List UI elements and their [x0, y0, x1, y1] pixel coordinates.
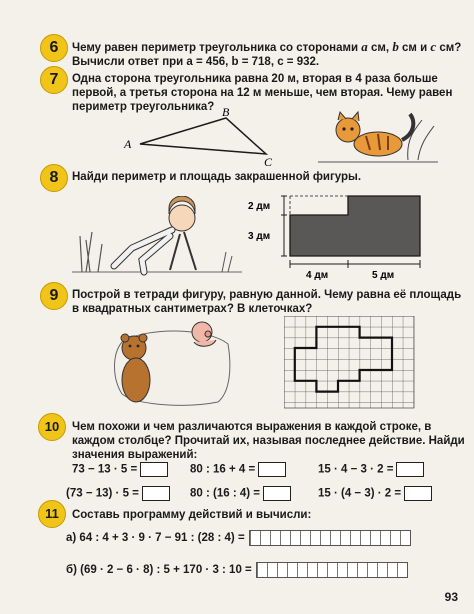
task-6-number: 6	[40, 34, 68, 62]
task-10-text	[72, 420, 465, 462]
expression-1-1: 73 − 13 · 5 =	[72, 462, 168, 477]
vertex-b: B	[222, 108, 230, 119]
exercise-a: а) 64 : 4 + 3 · 9 · 7 − 91 : (28 : 4) =	[66, 530, 411, 546]
answer-box[interactable]	[142, 486, 170, 501]
task-6-line-2: Вычисли ответ при a = 456, b = 718, c = 932.	[72, 56, 320, 68]
task-6-text	[72, 40, 461, 69]
expression-2-2: 80 : (16 : 4) =	[190, 486, 291, 501]
task-11-number: 11	[38, 500, 66, 528]
task-10-line-2: каждом столбце? Прочитай их, называя последнее действие. Найди	[72, 435, 465, 447]
dim-w1: 4 дм	[306, 270, 329, 280]
task-10-number: 10	[38, 413, 66, 441]
triangle-figure	[118, 108, 288, 168]
grid-figure	[284, 316, 444, 412]
task-7-number: 7	[40, 66, 68, 94]
task-7-line-1: Одна сторона треугольника равна 20 м, вторая в 4 раза больше	[72, 73, 438, 85]
page-number: 93	[444, 590, 458, 604]
task-11-text	[72, 508, 311, 522]
task-7-line-3: периметр треугольника?	[72, 101, 215, 113]
expression-2-3: 15 · (4 − 3) · 2 =	[318, 486, 432, 501]
child-illustration	[72, 196, 242, 276]
answer-box[interactable]	[140, 462, 168, 477]
cat-illustration	[318, 100, 438, 168]
expression-1-3: 15 · 4 − 3 · 2 =	[318, 462, 424, 477]
answer-box[interactable]	[404, 486, 432, 501]
task-8-number: 8	[40, 164, 68, 192]
bear-pig-illustration	[98, 318, 268, 410]
task-8-text	[72, 170, 361, 184]
task-10-line-3: значения выражений:	[72, 449, 198, 461]
vertex-a: A	[124, 137, 132, 151]
vertex-c: C	[264, 155, 273, 168]
task-9-number: 9	[40, 282, 68, 310]
task-6-line-1: Чему равен периметр треугольника со сторонами a см, b см и c см?	[72, 39, 462, 54]
answer-cells[interactable]	[249, 530, 411, 546]
answer-box[interactable]	[396, 462, 424, 477]
task-10-line-1: Чем похожи и чем различаются выражения в каждой строке, в	[72, 421, 432, 433]
task-9-line-1: Построй в тетради фигуру, равную данной. Чему равна её площадь	[72, 289, 462, 301]
answer-cells[interactable]	[256, 562, 408, 578]
dim-h1: 2 дм	[248, 201, 271, 212]
answer-box[interactable]	[263, 486, 291, 501]
dim-w2: 5 дм	[372, 270, 395, 280]
answer-box[interactable]	[258, 462, 286, 477]
expression-2-1: (73 − 13) · 5 =	[66, 486, 170, 501]
task-7-line-2: первой, а третья сторона на 12 м меньше, чем вторая. Чему равен	[72, 87, 453, 99]
shaded-figure-diagram	[244, 192, 434, 280]
task-8-line-1: Найди периметр и площадь закрашенной фигуры.	[72, 171, 362, 183]
exercise-b: б) (69 · 2 − 6 · 8) : 5 + 170 · 3 : 10 =	[66, 562, 408, 578]
task-9-line-2: в квадратных сантиметрах? В клеточках?	[72, 303, 313, 315]
expression-1-2: 80 : 16 + 4 =	[190, 462, 286, 477]
dim-h2: 3 дм	[248, 231, 271, 242]
task-11-line-1: Составь программу действий и вычисли:	[72, 509, 312, 521]
task-9-text	[72, 288, 461, 316]
shaded-figure	[290, 196, 420, 256]
